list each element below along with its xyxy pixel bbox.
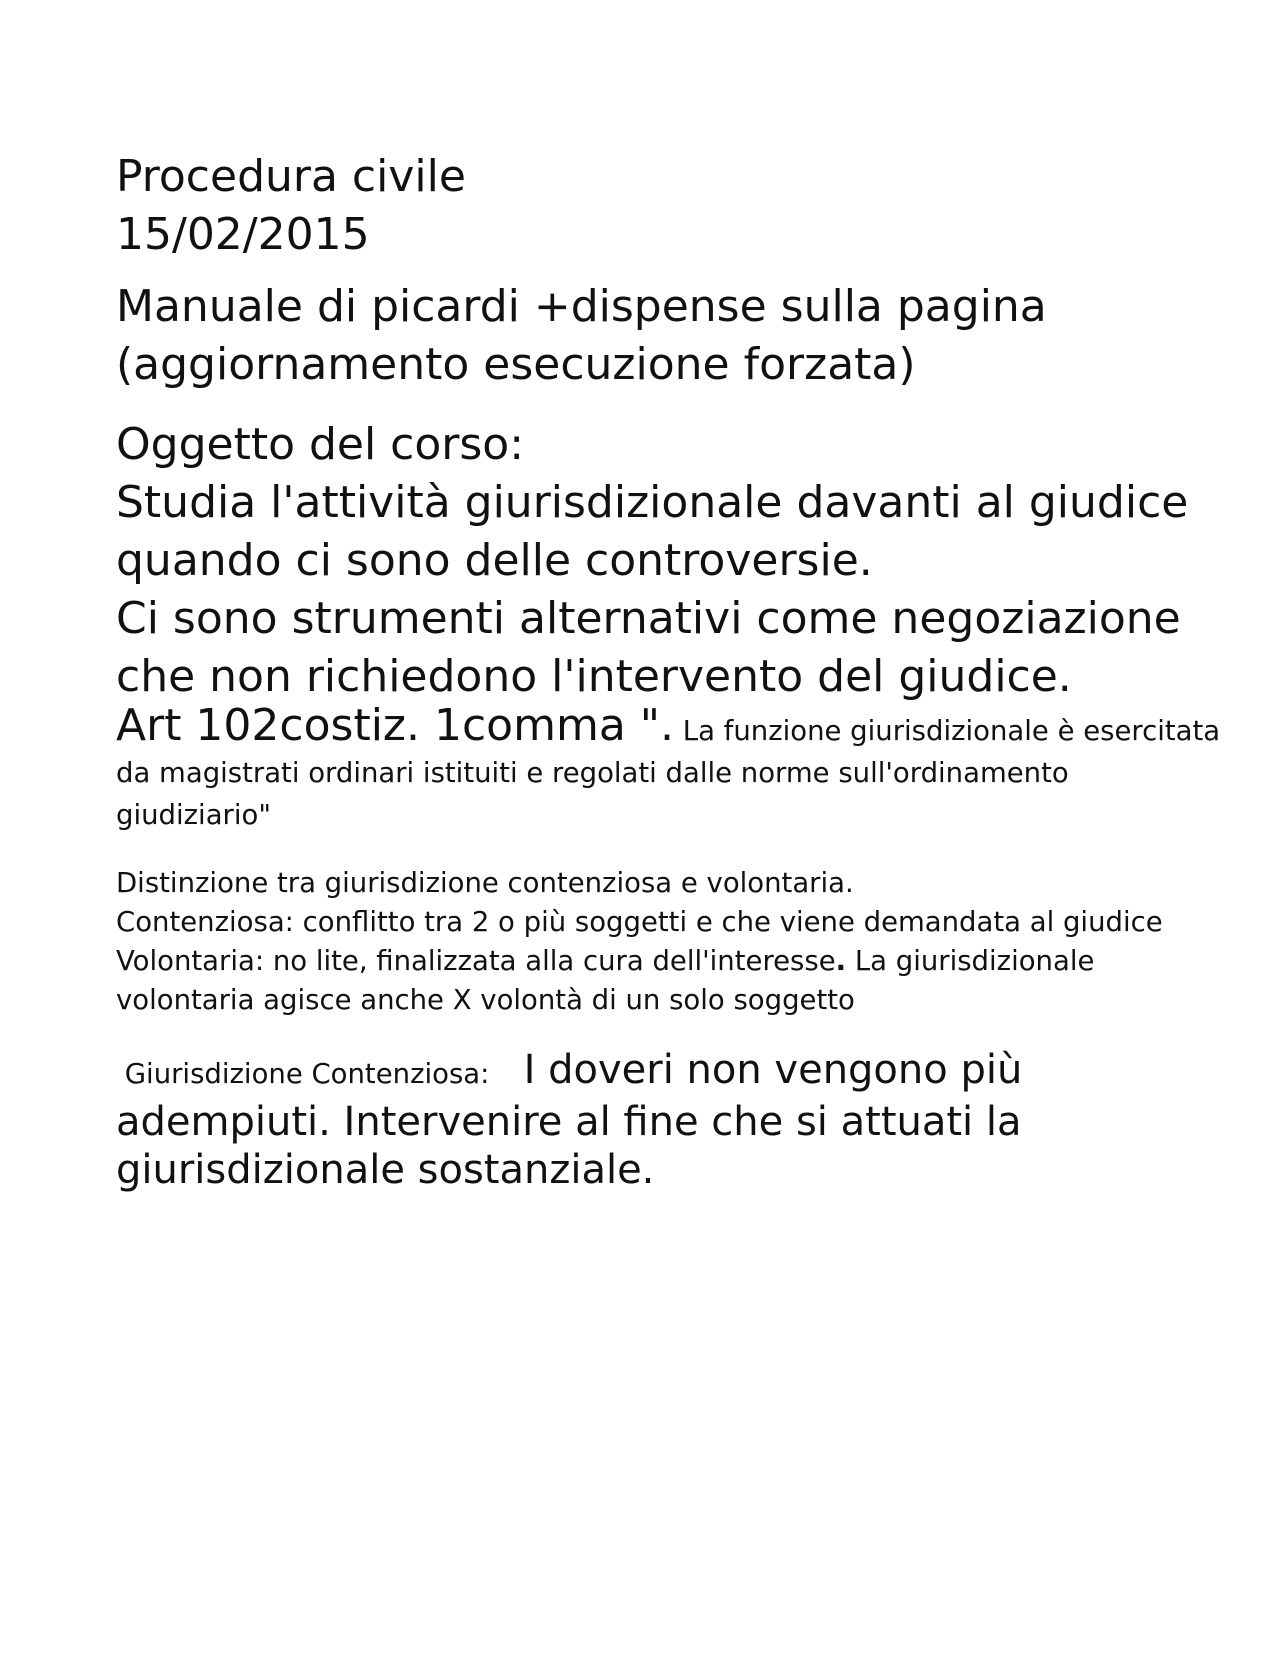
distinction-line-2: Contenziosa: conflitto tra 2 o più soggetti e che viene demandata al giudice xyxy=(116,906,1163,938)
distinction-line-3 xyxy=(116,942,1226,1020)
document-title: Procedura civile xyxy=(116,151,466,202)
contentious-label: Giurisdizione Contenziosa: xyxy=(116,1058,499,1090)
course-section xyxy=(116,416,1226,706)
document-page xyxy=(116,148,1226,1194)
distinction-line-1: Distinzione tra giurisdizione contenziosa e volontaria. xyxy=(116,867,854,899)
course-paragraph-2: Ci sono strumenti alternativi come negoziazione che non richiedono l'intervento del giudice. xyxy=(116,593,1181,702)
volontaria-continuation: La giurisdizionale volontaria agisce anche X volontà di un solo soggetto xyxy=(116,945,1095,1016)
volontaria-period: . xyxy=(835,945,847,977)
article-quote xyxy=(116,700,1226,838)
document-date: 15/02/2015 xyxy=(116,209,370,260)
manual-paragraph: Manuale di picardi +dispense sulla pagina (aggiornamento esecuzione forzata) xyxy=(116,281,1047,390)
contentious-paragraph xyxy=(116,1046,1226,1194)
course-heading: Oggetto del corso: xyxy=(116,419,525,470)
volontaria-text: Volontaria: no lite, finalizzata alla cura dell'interesse xyxy=(116,945,836,977)
article-text: La funzione giurisdizionale è esercitata da magistrati ordinari istituiti e regolati dalle norme sull'ordinamento giudiziario" xyxy=(116,715,1221,831)
title-block xyxy=(116,148,1226,264)
article-reference: Art 102costiz. 1comma ". xyxy=(116,700,674,751)
course-paragraph-1: Studia l'attività giurisdizionale davanti al giudice quando ci sono delle controversie. xyxy=(116,477,1189,586)
contentious-text: I doveri non vengono più adempiuti. Intervenire al fine che si attuati la giurisdizionale sostanziale. xyxy=(116,1047,1036,1193)
distinction-section xyxy=(116,864,1226,1020)
